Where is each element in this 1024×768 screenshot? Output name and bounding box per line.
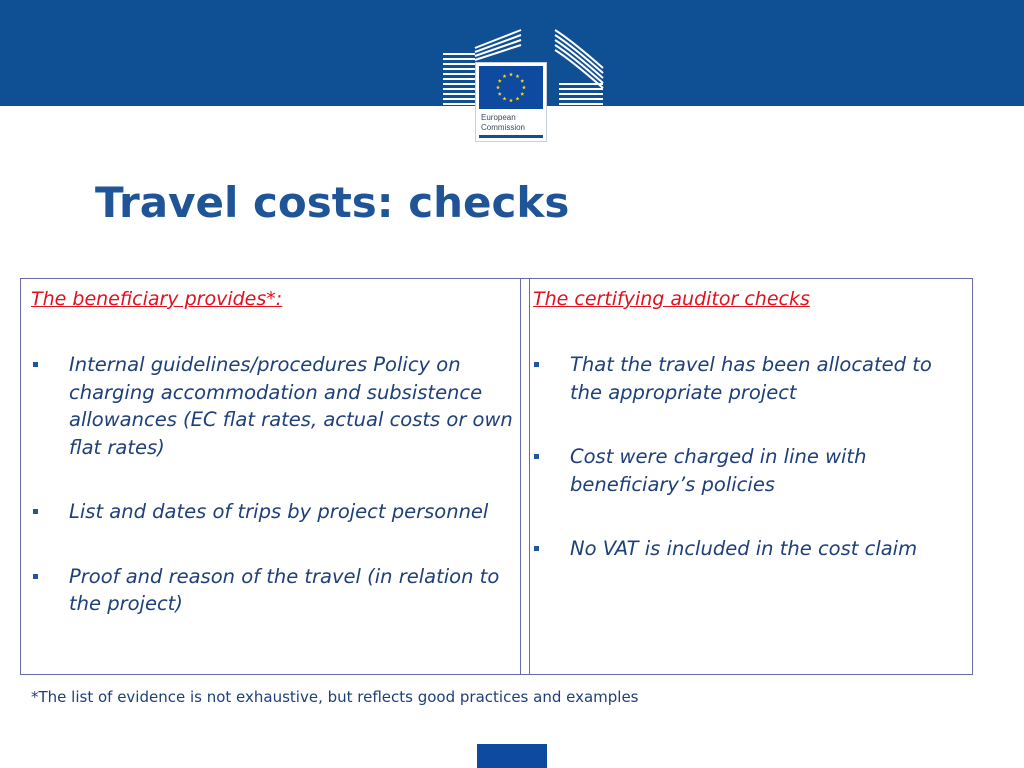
list-item [21,498,520,526]
eu-star-icon [516,97,520,101]
eu-star-icon [520,79,524,83]
beneficiary-heading: The beneficiary provides*: [31,288,283,310]
list-item-text: Internal guidelines/procedures Policy on charging accommodation and subsistence allowances (EC flat rates, actual costs or own flat rates) [69,353,513,459]
checks-table [20,278,973,675]
list-item [530,535,972,563]
eu-star-icon [509,72,513,76]
eu-flag-icon [479,66,543,109]
list-item-text: List and dates of trips by project personnel [69,500,489,523]
eu-star-icon [522,85,526,89]
beneficiary-list [21,351,520,655]
eu-star-icon [503,97,507,101]
list-item [530,351,972,406]
list-item-text: That the travel has been allocated to the appropriate project [570,353,932,404]
list-item [530,443,972,498]
list-item [21,351,520,461]
list-item-text: No VAT is included in the cost claim [570,537,918,560]
list-item-text: Cost were charged in line with beneficiary’s policies [570,445,867,496]
square-bullet-icon [534,454,539,459]
auditor-list [530,351,972,600]
footer-flag-block [477,744,547,768]
column-divider [520,279,529,674]
logo-underline [479,135,543,138]
eu-star-icon [509,98,513,102]
eu-star-icon [496,85,500,89]
eu-star-icon [503,74,507,78]
ec-logo-card [475,62,547,142]
square-bullet-icon [534,546,539,551]
square-bullet-icon [33,362,38,367]
logo-caption: European Commission [481,113,526,132]
eu-star-icon [498,79,502,83]
square-bullet-icon [33,509,38,514]
eu-star-icon [520,92,524,96]
list-item-text: Proof and reason of the travel (in relation to the project) [69,564,500,615]
eu-stars-icon [479,66,543,109]
auditor-heading: The certifying auditor checks [533,288,810,310]
beneficiary-column [21,279,520,674]
footnote: *The list of evidence is not exhaustive, but reflects good practices and examples [31,688,639,706]
auditor-column [529,279,972,674]
list-item [21,563,520,618]
eu-star-icon [516,74,520,78]
eu-star-icon [498,92,502,96]
square-bullet-icon [534,362,539,367]
page-title: Travel costs: checks [95,178,570,227]
square-bullet-icon [33,574,38,579]
